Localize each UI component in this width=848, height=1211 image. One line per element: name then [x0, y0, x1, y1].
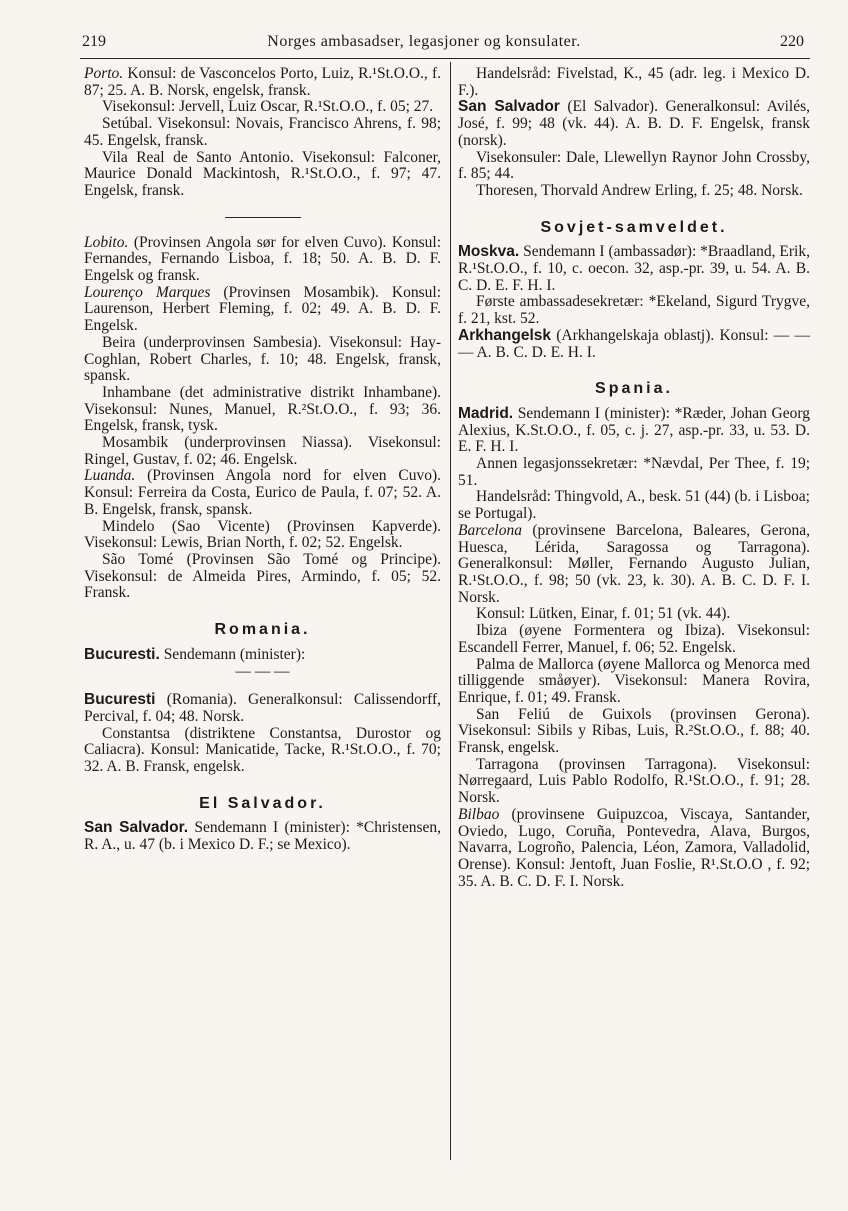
page-header	[0, 33, 848, 55]
bilbao-entry	[458, 807, 810, 891]
porto-visekonsul: Visekonsul: Jervell, Luiz Oscar, R.¹St.O.O., f. 05; 27.	[102, 98, 434, 116]
madrid-entry	[458, 406, 810, 456]
moskva-text: Sendemann I (ambassadør): *Braadland, Erik, R.¹St.O.O., f. 10, c. oecon. 32, asp.-pr. 39, u. 54. A. B. C. D. E. F. H. I.	[458, 243, 810, 294]
lourenco-marques-entry	[84, 285, 441, 335]
forste-sekretaer-entry: Første ambassadesekretær: *Ekeland, Sigurd Trygve, f. 21, kst. 52.	[458, 293, 810, 328]
madrid-city: Madrid.	[458, 404, 514, 422]
bucuresti-embassy	[84, 647, 441, 664]
bucuresti-consulate-text: (Romania). Generalkonsul: Calissendorff, Percival, f. 04; 48. Norsk.	[84, 691, 441, 725]
arkhangelsk-entry	[458, 328, 810, 361]
mosambik-entry: Mosambik (underprovinsen Niassa). Visekonsul: Ringel, Gustav, f. 02; 46. Engelsk.	[84, 434, 441, 468]
thoresen-entry: Thoresen, Thorvald Andrew Erling, f. 25; 48. Norsk.	[476, 181, 803, 199]
porto-entry	[84, 66, 441, 99]
san-salvador-city: San Salvador.	[84, 819, 189, 837]
madrid-handelsraad-entry: Handelsråd: Thingvold, A., besk. 51 (44) (b. i Lisboa; se Portugal).	[458, 488, 810, 523]
el-salvador-heading: El Salvador.	[199, 794, 326, 812]
right-column	[458, 66, 810, 890]
san-salvador-consulate-city: San Salvador	[458, 98, 560, 116]
lobito-text: (Provinsen Angola sør for elven Cuvo). Konsul: Fernandes, Fernando Lisboa, f. 18; 50. A. B. D. F. Engelsk og fransk.	[84, 233, 442, 285]
header-rule	[80, 58, 810, 59]
arkhangelsk-text: (Arkhangelskaja oblastj). Konsul: — — — A. B. C. D. E. H. I.	[458, 326, 811, 361]
column-divider	[450, 62, 451, 1160]
porto-title: Porto.	[84, 65, 124, 82]
vila-real-entry: Vila Real de Santo Antonio. Visekonsul: Falconer, Maurice Donald Mackintosh, R.¹St.O.O., f. 97; 47. Engelsk, fransk.	[84, 148, 441, 199]
tarragona-entry: Tarragona (provinsen Tarragona). Visekonsul: Nørregaard, Luis Pablo Rodolfo, R.¹St.O.O., f. 91; 28. Norsk.	[458, 755, 810, 807]
luanda-text: (Provinsen Angola nord for elven Cuvo). Konsul: Ferreira da Costa, Eurico de Paula, f. 07; 52. A. B. Engelsk, fransk, spansk.	[84, 467, 441, 518]
san-salvador-consulate-text: (El Salvador). Generalkonsul: Avilés, José, f. 99; 48 (vk. 44). A. B. D. F. Engelsk, fransk (norsk).	[458, 98, 810, 149]
bucuresti-city: Bucuresti.	[84, 645, 160, 663]
page-number-left: 219	[82, 33, 106, 50]
bucuresti-consulate	[84, 692, 441, 725]
san-feliu-entry: San Feliú de Guixols (provinsen Gerona). Visekonsul: Sibils y Ribas, Luis, R.²St.O.O., f. 88; 40. Fransk, engelsk.	[458, 705, 810, 757]
porto-text: Konsul: de Vasconcelos Porto, Luiz, R.¹St.O.O., f. 87; 25. A. B. Norsk, engelsk, fransk.	[84, 65, 441, 99]
setubal-entry: Setúbal. Visekonsul: Novais, Francisco Ahrens, f. 98; 45. Engelsk, fransk.	[84, 115, 441, 149]
san-salvador-consulate	[458, 99, 810, 149]
running-title: Norges ambasadser, legasjoner og konsulater.	[267, 33, 581, 50]
lobito-title: Lobito.	[84, 233, 129, 251]
barcelona-konsul-entry: Konsul: Lütken, Einar, f. 01; 51 (vk. 44).	[476, 605, 731, 623]
constantsa-entry: Constantsa (distriktene Constantsa, Durostor og Caliacra). Konsul: Manicatide, Tacke, R.¹St.O.O., f. 70; 32. A. B. Fransk, engelsk.	[84, 724, 441, 776]
sao-tome-entry: São Tomé (Provinsen São Tomé og Principe). Visekonsul: de Almeida Pires, Armindo, f. 05; 52. Fransk.	[84, 550, 441, 602]
bucuresti-text: Sendemann (minister):	[163, 645, 306, 663]
san-salvador-embassy	[84, 820, 441, 853]
inhambane-entry: Inhambane (det administrative distrikt Inhambane). Visekonsul: Nunes, Manuel, R.²St.O.O., f. 93; 36. Engelsk, fransk, tysk.	[84, 383, 441, 435]
arkhangelsk-city: Arkhangelsk	[458, 326, 552, 344]
romania-heading: Romania.	[214, 621, 311, 639]
annen-sekretaer-entry: Annen legasjonssekretær: *Nævdal, Per Thee, f. 19; 51.	[458, 455, 810, 489]
visekonsuler-entry: Visekonsuler: Dale, Llewellyn Raynor John Crossby, f. 85; 44.	[458, 148, 810, 183]
mindelo-entry: Mindelo (Sao Vicente) (Provinsen Kapverde). Visekonsul: Lewis, Brian North, f. 02; 52. Engelsk.	[84, 517, 441, 552]
palma-entry: Palma de Mallorca (øyene Mallorca og Menorca med tilliggende småøyer). Visekonsul: Manera Rovira, Enrique, f. 01; 49. Fransk.	[458, 655, 810, 706]
lourenco-marques-text: (Provinsen Mosambik). Konsul: Laurenson, Herbert Fleming, f. 02; 49. A. B. D. F. Engelsk.	[84, 283, 441, 335]
barcelona-entry	[458, 523, 810, 607]
bucuresti-dashes: — — —	[235, 662, 290, 680]
san-salvador-text: Sendemann I (minister): *Christensen, R. A., u. 47 (b. i Mexico D. F.; se Mexico).	[84, 819, 441, 854]
beira-entry: Beira (underprovinsen Sambesia). Visekonsul: Hay-Coghlan, Robert Charles, f. 10; 48. Engelsk, fransk, spansk.	[84, 333, 441, 385]
left-column	[84, 66, 441, 854]
luanda-title: Luanda.	[84, 467, 136, 485]
section-divider	[225, 217, 301, 218]
spania-heading: Spania.	[595, 380, 673, 398]
luanda-entry	[84, 468, 441, 518]
madrid-text: Sendemann I (minister): *Ræder, Johan Georg Alexius, K.St.O.O., f. 05, c. j. 27, asp.-pr. 33, u. 53. D. E. F. H. I.	[458, 404, 811, 456]
bilbao-text: (provinsene Guipuzcoa, Viscaya, Santander, Oviedo, Lugo, Coruña, Pontevedra, Alava, Burgos, Navarra, Logroño, Palencia, Léon, Zamora, Valladolid, Orense). Konsul: Jentoft, Juan Foslie, R¹.St.O.O , f. 92; 35. A. B. C. D. F. I. Norsk.	[458, 805, 810, 890]
barcelona-title: Barcelona	[458, 521, 522, 539]
lobito-entry	[84, 235, 441, 285]
sovjet-heading: Sovjet-samveldet.	[540, 218, 728, 236]
bucuresti-consulate-city: Bucuresti	[84, 691, 156, 709]
moskva-entry	[458, 244, 810, 294]
ibiza-entry: Ibiza (øyene Formentera og Ibiza). Visekonsul: Escandell Ferrer, Manuel, f. 06; 52. Engelsk.	[458, 622, 810, 656]
bilbao-title: Bilbao	[458, 805, 500, 823]
lourenco-marques-title: Lourenço Marques	[84, 283, 211, 301]
barcelona-text: (provinsene Barcelona, Baleares, Gerona, Huesca, Lérida, Saragossa og Tarragona). Generalkonsul: Møller, Fernando Augusto Julian, R.¹St.O.O., f. 98; 50 (vk. 23, k. 30). A. B. C. D. F. I. Norsk.	[458, 521, 811, 606]
moskva-city: Moskva.	[458, 243, 520, 261]
page-number-right: 220	[780, 33, 804, 50]
handelsraad-entry: Handelsråd: Fivelstad, K., 45 (adr. leg. i Mexico D. F.).	[458, 65, 810, 99]
